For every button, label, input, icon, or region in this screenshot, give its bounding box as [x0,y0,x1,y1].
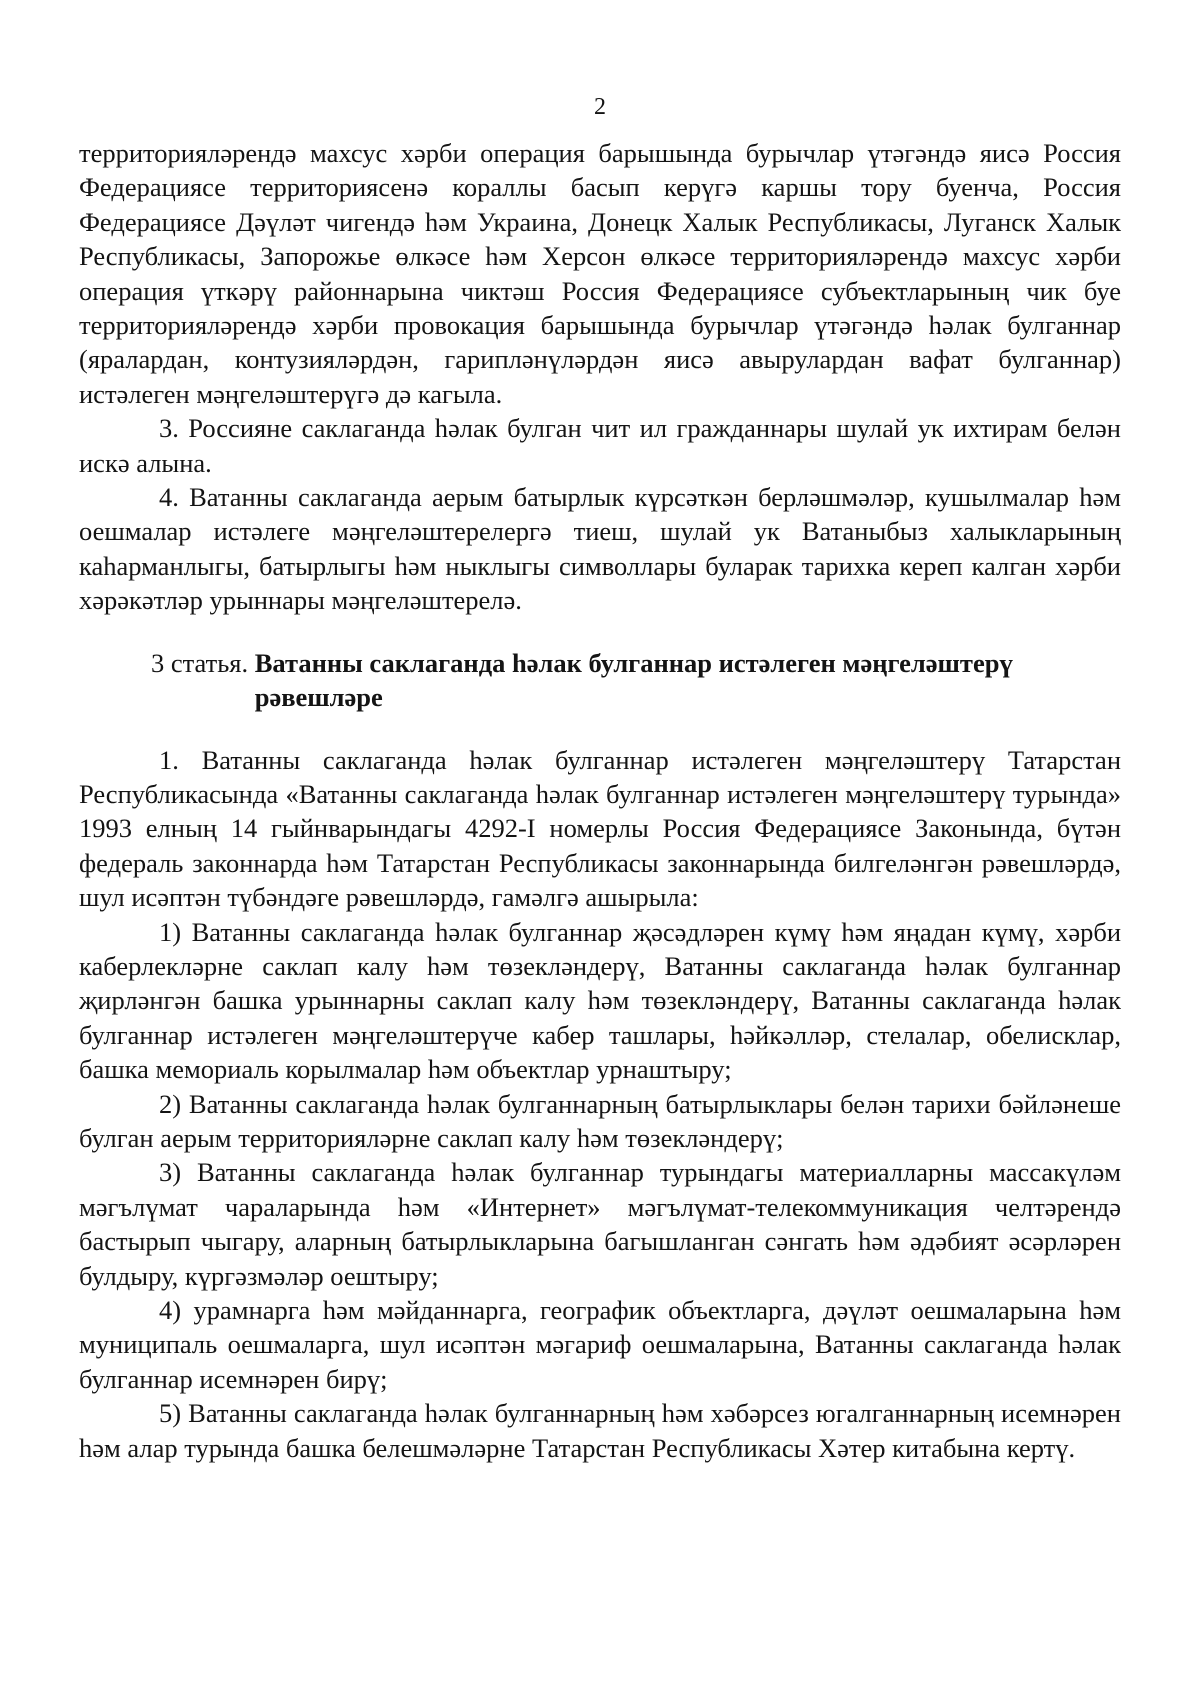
paragraph: 1. Ватанны саклаганда һәлак булганнар истәлеген мәңгеләштерү Татарстан Республикасында «Ватанны саклаганда һәлак булганнар истәлеген мәңгеләштерү турында» 1993 елның 14 гыйнварындагы 4292-I номерлы Россия Федерациясе Законында, бүтән федераль законнарда һәм Татарстан Республикасы законнарында билгеләнгән рәвешләрдә, шул исәптән түбәндәге рәвешләрдә, гамәлгә ашырыла: [79,744,1121,913]
paragraph: 3. Россияне саклаганда һәлак булган чит ил гражданнары шулай ук ихтирам белән искә алына. [79,413,1121,478]
article-heading [79,646,1121,715]
list-item: 4) урамнарга һәм мәйданнарга, географик объектларга, дәүләт оешмаларына һәм муниципаль оешмаларга, шул исәптән мәгариф оешмаларына, Ватанны саклаганда һәлак булганнар исемнәрен бирү; [79,1295,1121,1394]
article-title: Ватанны саклаганда һәлак булганнар истәлеген мәңгеләштерү рәвешләре [254,647,1013,713]
list-item: 1) Ватанны саклаганда һәлак булганнар җәсәдләрен күмү һәм яңадан күмү, хәрби каберлекләрне саклап калу һәм төзекләндерү, Ватанны саклаганда һәлак булганнар җирләнгән башка урыннарны саклап калу һәм төзекләндерү, Ватанны саклаганда һәлак булганнар истәлеген мәңгеләштерүче кабер ташлары, һәйкәлләр, стелалар, обелисклар, башка мемориаль корылмалар һәм объектлар урнаштыру; [79,916,1121,1085]
paragraph: территорияләрендә махсус хәрби операция барышында бурычлар үтәгәндә яисә Россия Федерациясе территориясенә кораллы басып керүгә каршы тору буенча, Россия Федерациясе Дәүләт чигендә һәм Украина, Донецк Халык Республикасы, Луганск Халык Республикасы, Запорожье өлкәсе һәм Херсон өлкәсе территорияләрендә махсус хәрби операция үткәрү районнарына чиктәш Россия Федерациясе субъектларының чик буе территорияләрендә хәрби провокация барышында бурычлар үтәгәндә һәлак булганнар (яралардан, контузияләрдән, гарипләнүләрдән яисә авырулардан вафат булганнар) истәлеген мәңгеләштерүгә дә кагыла. [79,138,1121,409]
list-item: 2) Ватанны саклаганда һәлак булганнарның батырлыклары белән тарихи бәйләнеше булган аерым территорияләрне саклап калу һәм төзекләндерү; [79,1088,1121,1153]
paragraph: 4. Ватанны саклаганда аерым батырлык күрсәткән берләшмәләр, кушылмалар һәм оешмалар истәлеге мәңгеләштерелергә тиеш, шулай ук Ватаныбыз халыкларының каһарманлыгы, батырлыгы һәм ныклыгы символлары буларак тарихка кереп калган хәрби хәрәкәтләр урыннары мәңгеләштерелә. [79,482,1121,616]
page-number: 2 [594,94,606,120]
list-item: 3) Ватанны саклаганда һәлак булганнар турындагы материалларны массакүләм мәгълүмат чараларында һәм «Интернет» мәгълүмат-телекоммуникация челтәрендә бастырып чыгару, аларның батырлыкларына багышланган сәнгать һәм әдәбият әсәрләрен булдыру, күргәзмәләр оештыру; [79,1157,1121,1291]
article-number: 3 статья. [151,647,255,678]
list-item: 5) Ватанны саклаганда һәлак булганнарның һәм хәбәрсез югалганнарның исемнәрен һәм алар турында башка белешмәләрне Татарстан Республикасы Хәтер китабына кертү. [79,1398,1121,1463]
document-body [79,136,1121,1465]
